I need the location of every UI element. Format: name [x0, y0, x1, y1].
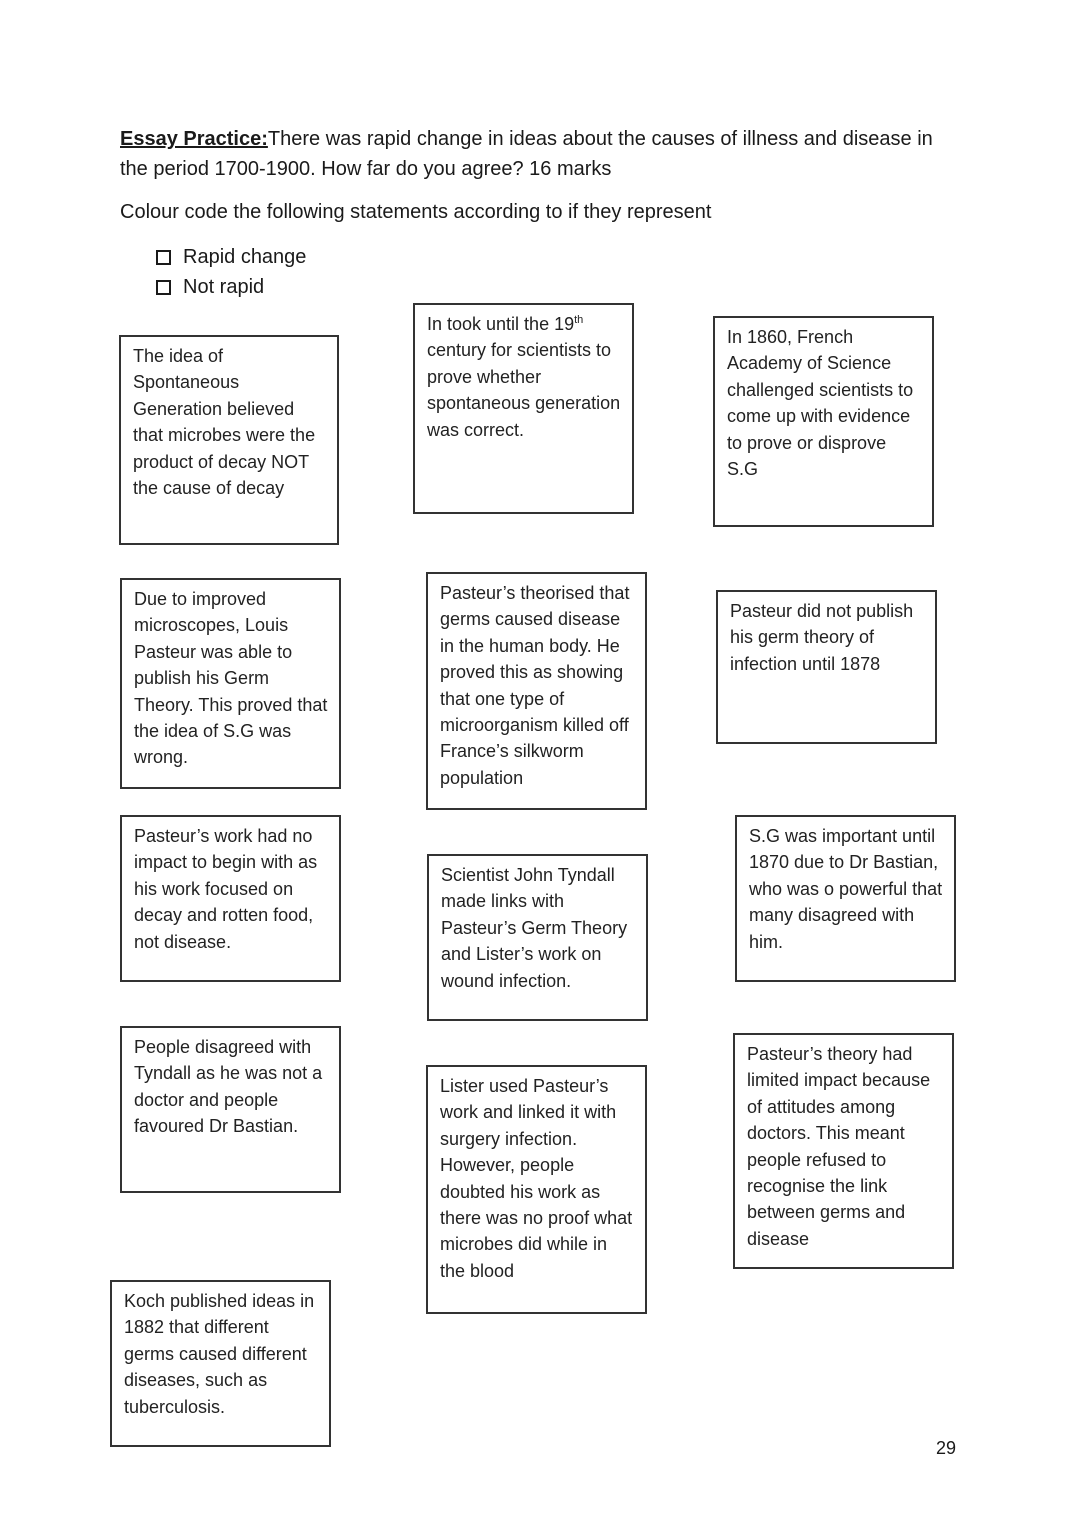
statement-card-silkworm: [426, 572, 647, 810]
statement-text: Due to improved microscopes, Louis Pasteur was able to publish his Germ Theory. This proved that the idea of S.G was wrong.: [134, 589, 328, 768]
statement-card-spontaneous-generation: [119, 335, 339, 545]
checkbox-icon[interactable]: [156, 280, 171, 295]
essay-question-text: There was rapid change in ideas about the causes of illness and disease in the period 1700-1900. How far do you agree? 16 marks: [120, 128, 933, 180]
legend-label: Rapid change: [183, 246, 307, 268]
statement-text: In took until the 19: [427, 314, 575, 334]
essay-question: [120, 124, 950, 184]
legend-item-rapid-change[interactable]: [156, 242, 306, 272]
statement-text: Lister used Pasteur’s work and linked it with surgery infection. However, people doubted his work as there was no proof what microbes did while in the blood: [440, 1076, 633, 1281]
instruction-text: Colour code the following statements according to if they represent: [120, 201, 712, 223]
statement-text: People disagreed with Tyndall as he was not a doctor and people favoured Dr Bastian.: [134, 1037, 323, 1137]
statement-card-academy-1860: [713, 316, 934, 527]
statement-text: In 1860, French Academy of Science challenged scientists to come up with evidence to prove or disprove S.G: [727, 327, 914, 480]
statement-card-koch-1882: [110, 1280, 331, 1447]
superscript-text: th: [574, 314, 584, 326]
legend-item-not-rapid[interactable]: [156, 272, 306, 302]
statement-card-lister: [426, 1065, 647, 1314]
statement-card-took-until: [413, 303, 634, 514]
checkbox-icon[interactable]: [156, 250, 171, 265]
statement-card-bastian-1870: [735, 815, 956, 982]
statement-text: Pasteur’s work had no impact to begin with as his work focused on decay and rotten food, not disease.: [134, 826, 318, 952]
statement-text: century for scientists to prove whether spontaneous generation was correct.: [427, 340, 621, 440]
essay-practice-label: Essay Practice:: [120, 128, 268, 150]
statement-text: Scientist John Tyndall made links with Pasteur’s Germ Theory and Lister’s work on wound infection.: [441, 865, 628, 991]
statement-card-tyndall-links: [427, 854, 648, 1021]
statement-text: S.G was important until 1870 due to Dr Bastian, who was o powerful that many disagreed with him.: [749, 826, 943, 952]
statement-card-no-impact: [120, 815, 341, 982]
statement-text: Pasteur’s theory had limited impact because of attitudes among doctors. This meant people refused to recognise the link between germs and disease: [747, 1044, 931, 1249]
statement-text: Pasteur did not publish his germ theory of infection until 1878: [730, 601, 914, 674]
statement-text: The idea of Spontaneous Generation believed that microbes were the product of decay NOT the cause of decay: [133, 346, 316, 499]
statement-card-publish-1878: [716, 590, 937, 744]
page-number: 29: [935, 1438, 956, 1458]
legend-label: Not rapid: [183, 276, 265, 298]
statement-card-tyndall-disagreed: [120, 1026, 341, 1193]
statement-text: Pasteur’s theorised that germs caused disease in the human body. He proved this as showing that one type of microorganism killed off France’s silkworm population: [440, 583, 630, 788]
statement-text: Koch published ideas in 1882 that different germs caused different diseases, such as tuberculosis.: [124, 1291, 315, 1417]
statement-card-improved-microscopes: [120, 578, 341, 789]
statement-card-limited-impact: [733, 1033, 954, 1269]
colour-code-legend: [156, 242, 306, 302]
